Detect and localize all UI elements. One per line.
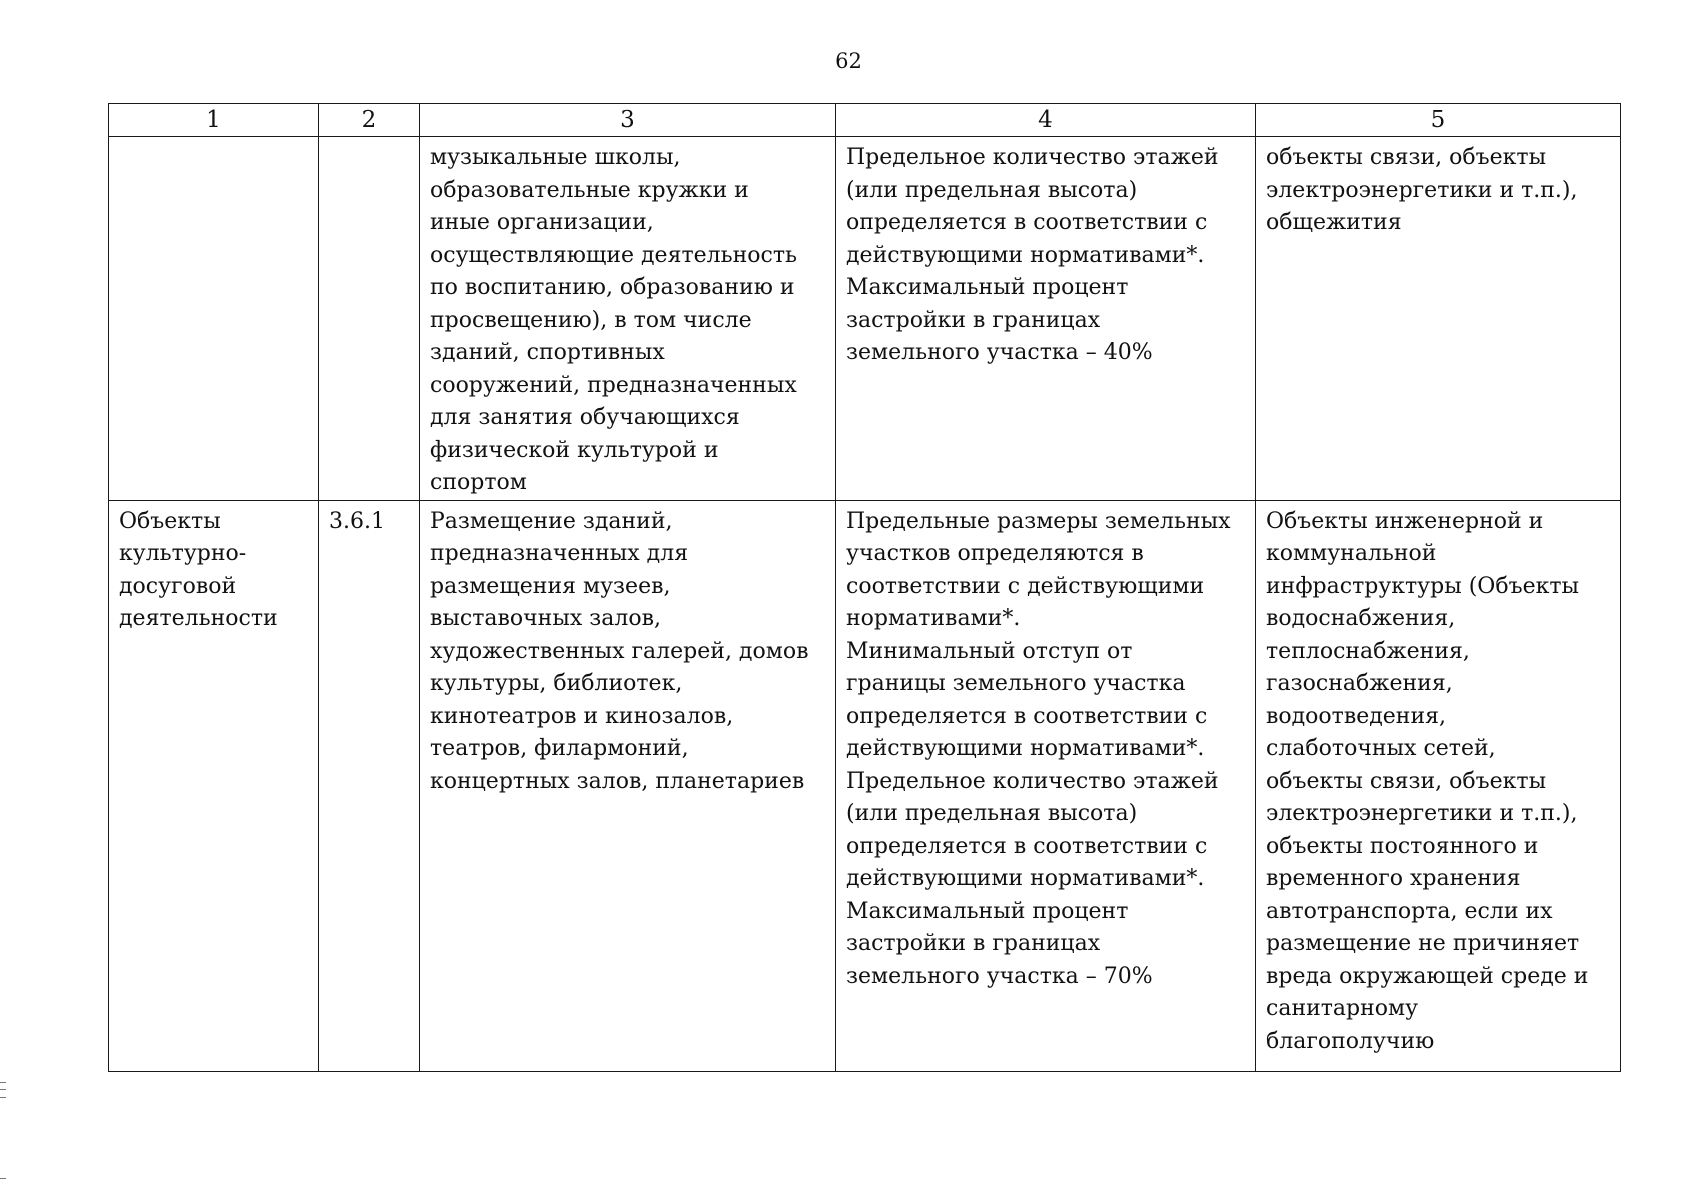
cell-description: музыкальные школы, образовательные кружки и иные организации, осуществляющие деятельность по воспитанию, образованию и просвещению), в том числе зданий, спортивных сооружений, предназначенных для занятия обучающихся физической культурой и спортом [420,137,836,501]
cell-auxiliary-uses: Объекты инженерной и коммунальной инфраструктуры (Объекты водоснабжения, теплоснабжения, газоснабжения, водоотведения, слаботочных сетей, объекты связи, объекты электроэнергетики и т.п.), объекты постоянного и временного хранения автотранспорта, если их размещение не причиняет вреда окружающей среде и санитарному благополучию [1256,500,1621,1071]
page-number: 62 [835,49,862,73]
cell-code: 3.6.1 [319,500,420,1071]
margin-scan-mark [0,1082,6,1098]
cell-use-type [109,137,319,501]
column-header-2: 2 [319,104,420,137]
cell-code [319,137,420,501]
cell-parameters: Предельные размеры земельных участков определяются в соответствии с действующими нормативами*. Минимальный отступ от границы земельного участка определяется в соответствии с действующими нормативами*. Предельное количество этажей (или предельная высота) определяется в соответствии с действующими нормативами*. Максимальный процент застройки в границах земельного участка – 70% [836,500,1256,1071]
column-header-4: 4 [836,104,1256,137]
column-header-3: 3 [420,104,836,137]
cell-parameters: Предельное количество этажей (или предельная высота) определяется в соответствии с действующими нормативами*. Максимальный процент застройки в границах земельного участка – 40% [836,137,1256,501]
land-use-table [108,103,1621,1072]
column-number-row [109,104,1621,137]
column-header-1: 1 [109,104,319,137]
table-row [109,137,1621,501]
cell-use-type: Объекты культурно- досуговой деятельности [109,500,319,1071]
table-row [109,500,1621,1071]
cell-auxiliary-uses: объекты связи, объекты электроэнергетики и т.п.), общежития [1256,137,1621,501]
margin-scan-dash [0,1178,6,1179]
cell-description: Размещение зданий, предназначенных для размещения музеев, выставочных залов, художественных галерей, домов культуры, библиотек, кинотеатров и кинозалов, театров, филармоний, концертных залов, планетариев [420,500,836,1071]
column-header-5: 5 [1256,104,1621,137]
